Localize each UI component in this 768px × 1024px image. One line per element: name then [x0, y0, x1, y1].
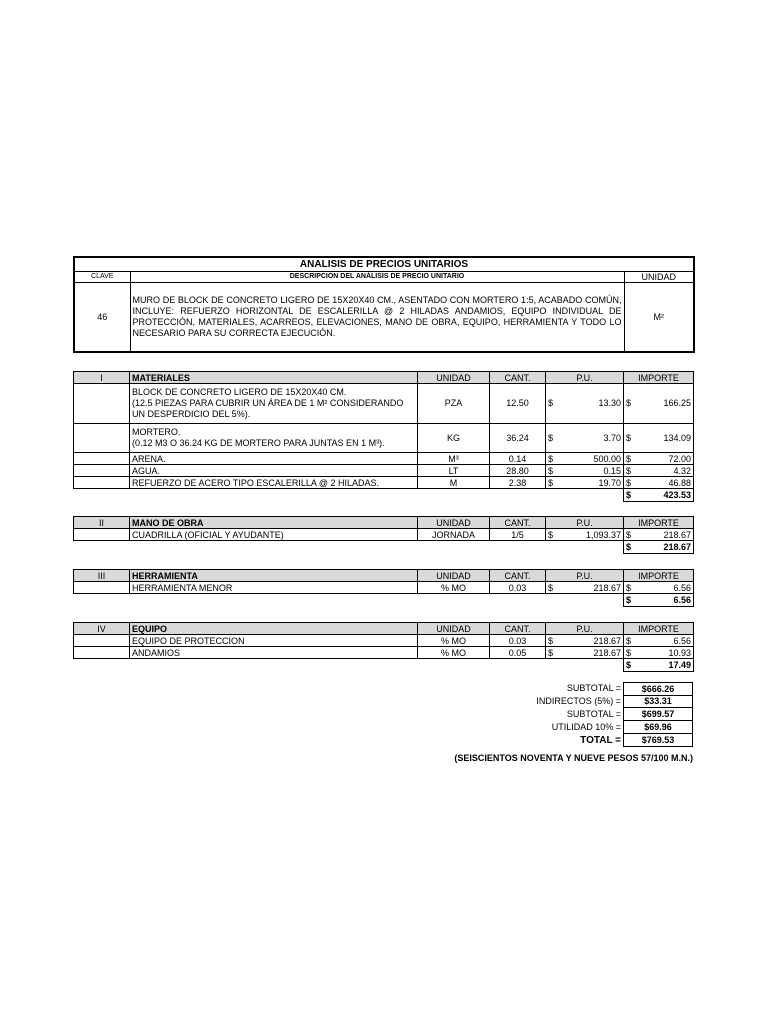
section-title: MATERIALES	[130, 372, 418, 384]
col-unidad: UNIDAD	[418, 623, 490, 635]
unit-price-analysis-sheet	[73, 256, 693, 670]
item-amount	[624, 384, 694, 424]
col-unidad: UNIDAD	[418, 372, 490, 384]
col-cant: CANT.	[490, 623, 546, 635]
currency-symbol: $	[626, 582, 632, 593]
amount-value: 6.56	[673, 635, 691, 646]
section-equipo	[73, 622, 694, 672]
concept-unit: M²	[624, 283, 694, 353]
summary-value: $769.53	[623, 734, 693, 747]
section-title: MANO DE OBRA	[130, 517, 418, 529]
col-importe: IMPORTE	[624, 570, 694, 582]
item-amount	[624, 465, 694, 477]
col-unidad: UNIDAD	[418, 517, 490, 529]
section-total	[624, 489, 694, 502]
item-amount	[624, 529, 694, 541]
item-description: BLOCK DE CONCRETO LIGERO DE 15X20X40 CM. (12.5 PIEZAS PARA CUBRIR UN ÁREA DE 1 M² CONSIDERANDO UN DESPERDICIO DEL 5%).	[130, 384, 418, 424]
item-unit: M³	[418, 453, 490, 465]
item-description: AGUA.	[130, 465, 418, 477]
unit-price-value: 3.70	[603, 432, 621, 443]
col-cant: CANT.	[490, 517, 546, 529]
section-total-value: 6.56	[673, 595, 691, 605]
table-row	[74, 582, 694, 594]
unit-price-value: 218.67	[593, 582, 621, 593]
table-row	[74, 529, 694, 541]
item-quantity: 12.50	[490, 384, 546, 424]
item-amount	[624, 635, 694, 647]
amount-value: 6.56	[673, 582, 691, 593]
currency-symbol: $	[548, 635, 554, 646]
section-herramienta	[73, 569, 694, 607]
unit-price-value: 218.67	[593, 647, 621, 658]
clave-label: CLAVE	[74, 272, 130, 283]
currency-symbol: $	[626, 477, 632, 488]
item-description: MORTERO. (0.12 M3 O 36.24 KG DE MORTERO PARA JUNTAS EN 1 M³).	[130, 424, 418, 453]
item-quantity: 28.80	[490, 465, 546, 477]
item-unit: % MO	[418, 582, 490, 594]
item-quantity: 2.38	[490, 477, 546, 489]
item-unit: % MO	[418, 635, 490, 647]
col-importe: IMPORTE	[624, 623, 694, 635]
table-row	[74, 465, 694, 477]
clave-value: 46	[74, 283, 130, 353]
section-number: I	[74, 372, 130, 384]
unit-price-value: 1,093.37	[585, 529, 621, 540]
currency-symbol: $	[626, 660, 632, 670]
summary-line	[400, 682, 693, 695]
section-title: HERRAMIENTA	[130, 570, 418, 582]
item-quantity: 0.05	[490, 647, 546, 659]
currency-symbol: $	[626, 595, 632, 605]
summary-line	[400, 695, 693, 708]
currency-symbol: $	[548, 477, 554, 488]
unit-price-value: 19.70	[598, 477, 621, 488]
currency-symbol: $	[548, 647, 554, 658]
summary-line	[400, 708, 693, 721]
currency-symbol: $	[548, 582, 554, 593]
amount-value: 46.88	[668, 477, 691, 488]
item-quantity: 1/5	[490, 529, 546, 541]
col-importe: IMPORTE	[624, 517, 694, 529]
summary-label: INDIRECTOS (5%) =	[536, 696, 621, 706]
item-description: ANDAMIOS	[130, 647, 418, 659]
currency-symbol: $	[626, 529, 632, 540]
item-description: CUADRILLA (OFICIAL Y AYUDANTE)	[130, 529, 418, 541]
summary-line	[400, 721, 693, 734]
concept-description: MURO DE BLOCK DE CONCRETO LIGERO DE 15X20X40 CM., ASENTADO CON MORTERO 1:5, ACABADO COMÚN, INCLUYE: REFUERZO HORIZONTAL DE ESCALERILLA @ 2 HILADAS ANDAMIOS, EQUIPO INDIVIDUAL DE PROTECCIÓN, MATERIALES, ACARREOS, ELEVACIONES, MANO DE OBRA, EQUIPO, HERRAMIENTA Y TODO LO NECESARIO PARA SU CORRECTA EJECUCIÓN.	[130, 283, 624, 353]
currency-symbol: $	[626, 490, 632, 500]
currency-symbol: $	[626, 398, 632, 408]
item-quantity: 0.03	[490, 582, 546, 594]
currency-symbol: $	[626, 465, 632, 476]
page-title: ANALISIS DE PRECIOS UNITARIOS	[74, 257, 694, 272]
summary-label: UTILIDAD 10% =	[551, 722, 621, 732]
col-pu: P.U.	[546, 623, 624, 635]
currency-symbol: $	[548, 453, 554, 464]
col-pu: P.U.	[546, 570, 624, 582]
table-row	[74, 453, 694, 465]
item-description: REFUERZO DE ACERO TIPO ESCALERILLA @ 2 HILADAS.	[130, 477, 418, 489]
col-unidad: UNIDAD	[418, 570, 490, 582]
item-unit-price	[546, 453, 624, 465]
section-materiales	[73, 371, 694, 502]
item-amount	[624, 424, 694, 453]
section-mano-obra	[73, 516, 694, 554]
col-pu: P.U.	[546, 517, 624, 529]
item-unit: PZA	[418, 384, 490, 424]
section-total	[624, 541, 694, 554]
item-unit-price	[546, 384, 624, 424]
summary-label: SUBTOTAL =	[566, 683, 621, 693]
item-unit: % MO	[418, 647, 490, 659]
item-unit-price	[546, 424, 624, 453]
item-unit: JORNADA	[418, 529, 490, 541]
amount-value: 72.00	[668, 453, 691, 464]
amount-value: 218.67	[663, 529, 691, 540]
item-quantity: 0.03	[490, 635, 546, 647]
item-unit-price	[546, 529, 624, 541]
item-description: EQUIPO DE PROTECCION	[130, 635, 418, 647]
item-unit-price	[546, 647, 624, 659]
item-description: ARENA.	[130, 453, 418, 465]
item-amount	[624, 453, 694, 465]
currency-symbol: $	[626, 453, 632, 464]
unit-label: UNIDAD	[624, 272, 694, 283]
summary-line	[400, 734, 693, 747]
section-total-value: 423.53	[663, 490, 691, 500]
unit-price-value: 218.67	[593, 635, 621, 646]
section-number: III	[74, 570, 130, 582]
section-number: IV	[74, 623, 130, 635]
summary-value: $699.57	[623, 708, 693, 721]
table-row	[74, 635, 694, 647]
section-total	[624, 594, 694, 607]
currency-symbol: $	[548, 432, 554, 443]
table-row	[74, 384, 694, 424]
unit-price-value: 0.15	[603, 465, 621, 476]
unit-price-value: 500.00	[593, 453, 621, 464]
table-row	[74, 647, 694, 659]
item-amount	[624, 647, 694, 659]
currency-symbol: $	[626, 542, 632, 552]
item-unit: M	[418, 477, 490, 489]
currency-symbol: $	[626, 647, 632, 658]
currency-symbol: $	[548, 465, 554, 476]
item-amount	[624, 477, 694, 489]
item-unit-price	[546, 635, 624, 647]
item-quantity: 0.14	[490, 453, 546, 465]
table-row	[74, 424, 694, 453]
summary-block	[400, 682, 693, 747]
item-amount	[624, 582, 694, 594]
section-total-value: 218.67	[663, 542, 691, 552]
currency-symbol: $	[548, 398, 554, 408]
item-unit-price	[546, 477, 624, 489]
summary-label: SUBTOTAL =	[566, 709, 621, 719]
item-unit: LT	[418, 465, 490, 477]
currency-symbol: $	[548, 529, 554, 540]
col-cant: CANT.	[490, 372, 546, 384]
amount-value: 10.93	[668, 647, 691, 658]
summary-value: $33.31	[623, 695, 693, 708]
amount-value: 134.09	[663, 432, 691, 443]
section-total-value: 17.49	[668, 660, 691, 670]
item-description: HERRAMIENTA MENOR	[130, 582, 418, 594]
col-pu: P.U.	[546, 372, 624, 384]
description-label: DESCRIPCIÓN DEL ANÁLISIS DE PRECIO UNITARIO	[130, 272, 624, 283]
currency-symbol: $	[626, 432, 632, 443]
item-unit-price	[546, 582, 624, 594]
item-unit-price	[546, 465, 624, 477]
amount-value: 166.25	[663, 398, 691, 408]
table-row	[74, 477, 694, 489]
col-importe: IMPORTE	[624, 372, 694, 384]
section-number: II	[74, 517, 130, 529]
summary-value: $69.96	[623, 721, 693, 734]
item-unit: KG	[418, 424, 490, 453]
header-table	[73, 256, 695, 353]
amount-value: 4.32	[673, 465, 691, 476]
section-title: EQUIPO	[130, 623, 418, 635]
amount-in-words: (SEISCIENTOS NOVENTA Y NUEVE PESOS 57/100 M.N.)	[454, 753, 693, 763]
summary-value: $666.26	[623, 682, 693, 696]
currency-symbol: $	[626, 635, 632, 646]
unit-price-value: 13.30	[598, 398, 621, 408]
section-total	[624, 659, 694, 672]
summary-label: TOTAL =	[580, 735, 621, 746]
col-cant: CANT.	[490, 570, 546, 582]
item-quantity: 36.24	[490, 424, 546, 453]
